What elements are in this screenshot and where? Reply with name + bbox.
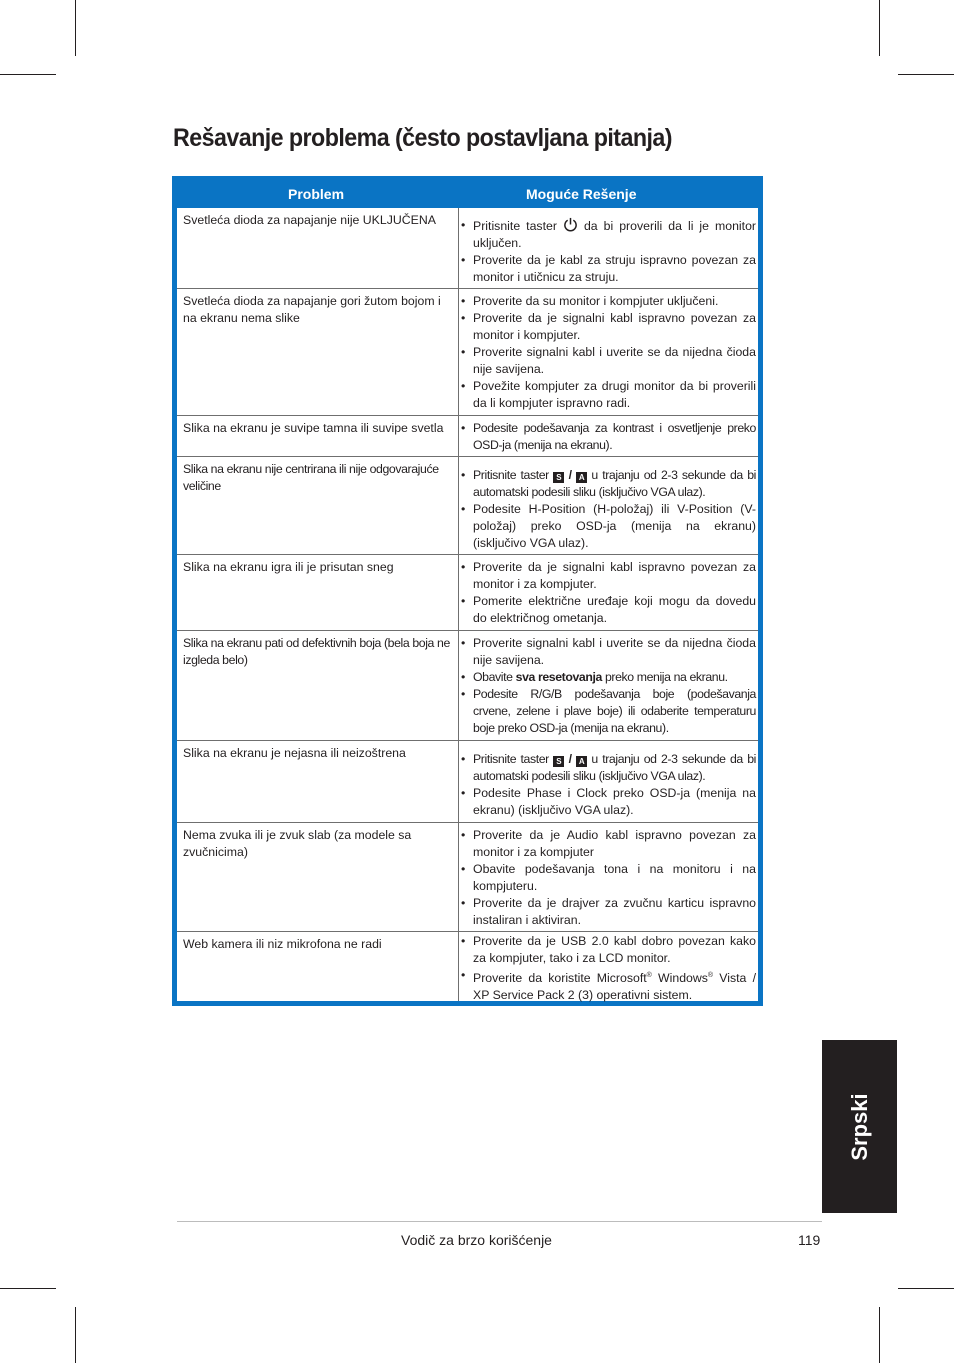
troubleshooting-table [172,176,763,1006]
splendid-icon: S [553,472,564,483]
problem-cell: Web kamera ili niz mikrofona ne radi [183,937,382,951]
footer-divider [177,1221,822,1222]
solution-cell [459,933,756,1004]
problem-cell: Svetleća dioda za napajanje nije UKLJUČENA [183,213,436,227]
solution-cell [459,827,756,929]
list-item: • Pritisnite taster S / A u trajanju od 2-3 sekunde da bi automatski podesili sliku (isključivo VGA ulaz). [461,752,756,783]
crop-mark [75,0,76,56]
solution-cell [459,420,756,454]
list-item: • Proverite da je drajver za zvučnu karticu ispravno instaliran i aktiviran. [461,896,756,927]
problem-cell: Slika na ekranu je suvipe tamna ili suvipe svetla [183,421,444,435]
table-row [177,289,758,416]
problem-cell: Slika na ekranu nije centrirana ili nije odgovarajuće veličine [183,462,439,493]
page-title: Rešavanje problema (često postavljana pitanja) [173,124,672,152]
power-icon [563,217,578,232]
table-row [177,416,758,457]
solution-cell [459,467,756,552]
list-item: • Proverite signalni kabl i uverite se da nijedna čioda nije savijena. [461,345,756,376]
crop-mark [898,1288,954,1289]
list-item: • Proverite da je USB 2.0 kabl dobro povezan kako za kompjuter, tako i za LCD monitor. [461,934,756,965]
language-label: Srpski [846,1092,872,1161]
table-row [177,741,758,823]
solution-cell [459,751,756,819]
solution-cell [459,559,756,627]
problem-cell: Nema zvuka ili je zvuk slab (za modele sa zvučnicima) [183,828,412,859]
list-item: • Proverite da koristite Microsoft® Windows® Vista / XP Service Pack 2 (3) operativni sistem. [461,968,756,1003]
language-tab [822,1040,897,1213]
solution-cell [459,293,756,412]
crop-mark [879,1307,880,1363]
list-item: • Proverite signalni kabl i uverite se da nijedna čioda nije savijena. [461,636,756,667]
list-item: • Proverite da je signalni kabl ispravno povezan za monitor i kompjuter. [461,311,756,342]
list-item: • Proverite da je Audio kabl ispravno povezan za monitor i za kompjuter [461,828,756,859]
table-row [177,932,758,1001]
table-row [177,555,758,631]
list-item: • Pomerite električne uređaje koji mogu da dovedu do električnog ometanja. [461,594,756,625]
problem-cell: Slika na ekranu pati od defektivnih boja (bela boja ne izgleda belo) [183,636,450,667]
crop-mark [75,1307,76,1363]
list-item: • Povežite kompjuter za drugi monitor da bi proverili da li kompjuter ispravno radi. [461,379,756,410]
footer-title: Vodič za brzo korišćenje [401,1232,552,1248]
auto-adjust-icon: A [576,756,587,767]
list-item: • Proverite da je kabl za struju ispravno povezan za monitor i utičnicu za struju. [461,253,756,284]
splendid-icon: S [553,756,564,767]
table-row [177,823,758,932]
list-item: • Pritisnite taster S / A u trajanju od 2-3 sekunde da bi automatski podesili sliku (isključivo VGA ulaz). [461,468,756,499]
table-row [177,631,758,741]
table-row [177,457,758,555]
list-item: • Podesite Phase i Clock preko OSD-ja (menija na ekranu) (isključivo VGA ulaz). [461,786,756,817]
list-item: • Obavite sva resetovanja preko menija na ekranu. [461,670,728,684]
auto-adjust-icon: A [576,472,587,483]
table-header [172,176,763,208]
list-item: • Pritisnite taster da bi proverili da li je monitor uključen. [461,218,757,250]
problem-cell: Slika na ekranu igra ili je prisutan sneg [183,560,394,574]
problem-cell: Svetleća dioda za napajanje gori žutom bojom i na ekranu nema slike [183,294,441,325]
header-problem: Problem [288,186,345,202]
problem-cell: Slika na ekranu je nejasna ili neizoštrena [183,746,406,760]
table-body [177,208,758,1001]
crop-mark [879,0,880,56]
list-item: • Proverite da je signalni kabl ispravno povezan za monitor i za kompjuter. [461,560,756,591]
header-solution: Moguće Rešenje [526,186,637,202]
list-item: • Podesite R/G/B podešavanja boje (podešavanja crvene, zelene i plave boje) ili odaberite temperaturu boje preko OSD-ja (menija na ekranu). [461,687,756,735]
crop-mark [0,1288,56,1289]
list-item: • Podesite H-Position (H-položaj) ili V-Position (V-položaj) preko OSD-ja (menija na ekranu) (isključivo VGA ulaz). [461,502,756,550]
crop-mark [0,74,56,75]
table-row [177,208,758,289]
crop-mark [898,74,954,75]
list-item: • Obavite podešavanja tona i na monitoru i na kompjuteru. [461,862,756,893]
list-item: • Proverite da su monitor i kompjuter uključeni. [461,294,719,308]
solution-cell [459,635,756,737]
page-number: 119 [798,1232,821,1248]
list-item: • Podesite podešavanja za kontrast i osvetljenje preko OSD-ja (menija na ekranu). [461,421,756,452]
solution-cell [459,217,756,286]
